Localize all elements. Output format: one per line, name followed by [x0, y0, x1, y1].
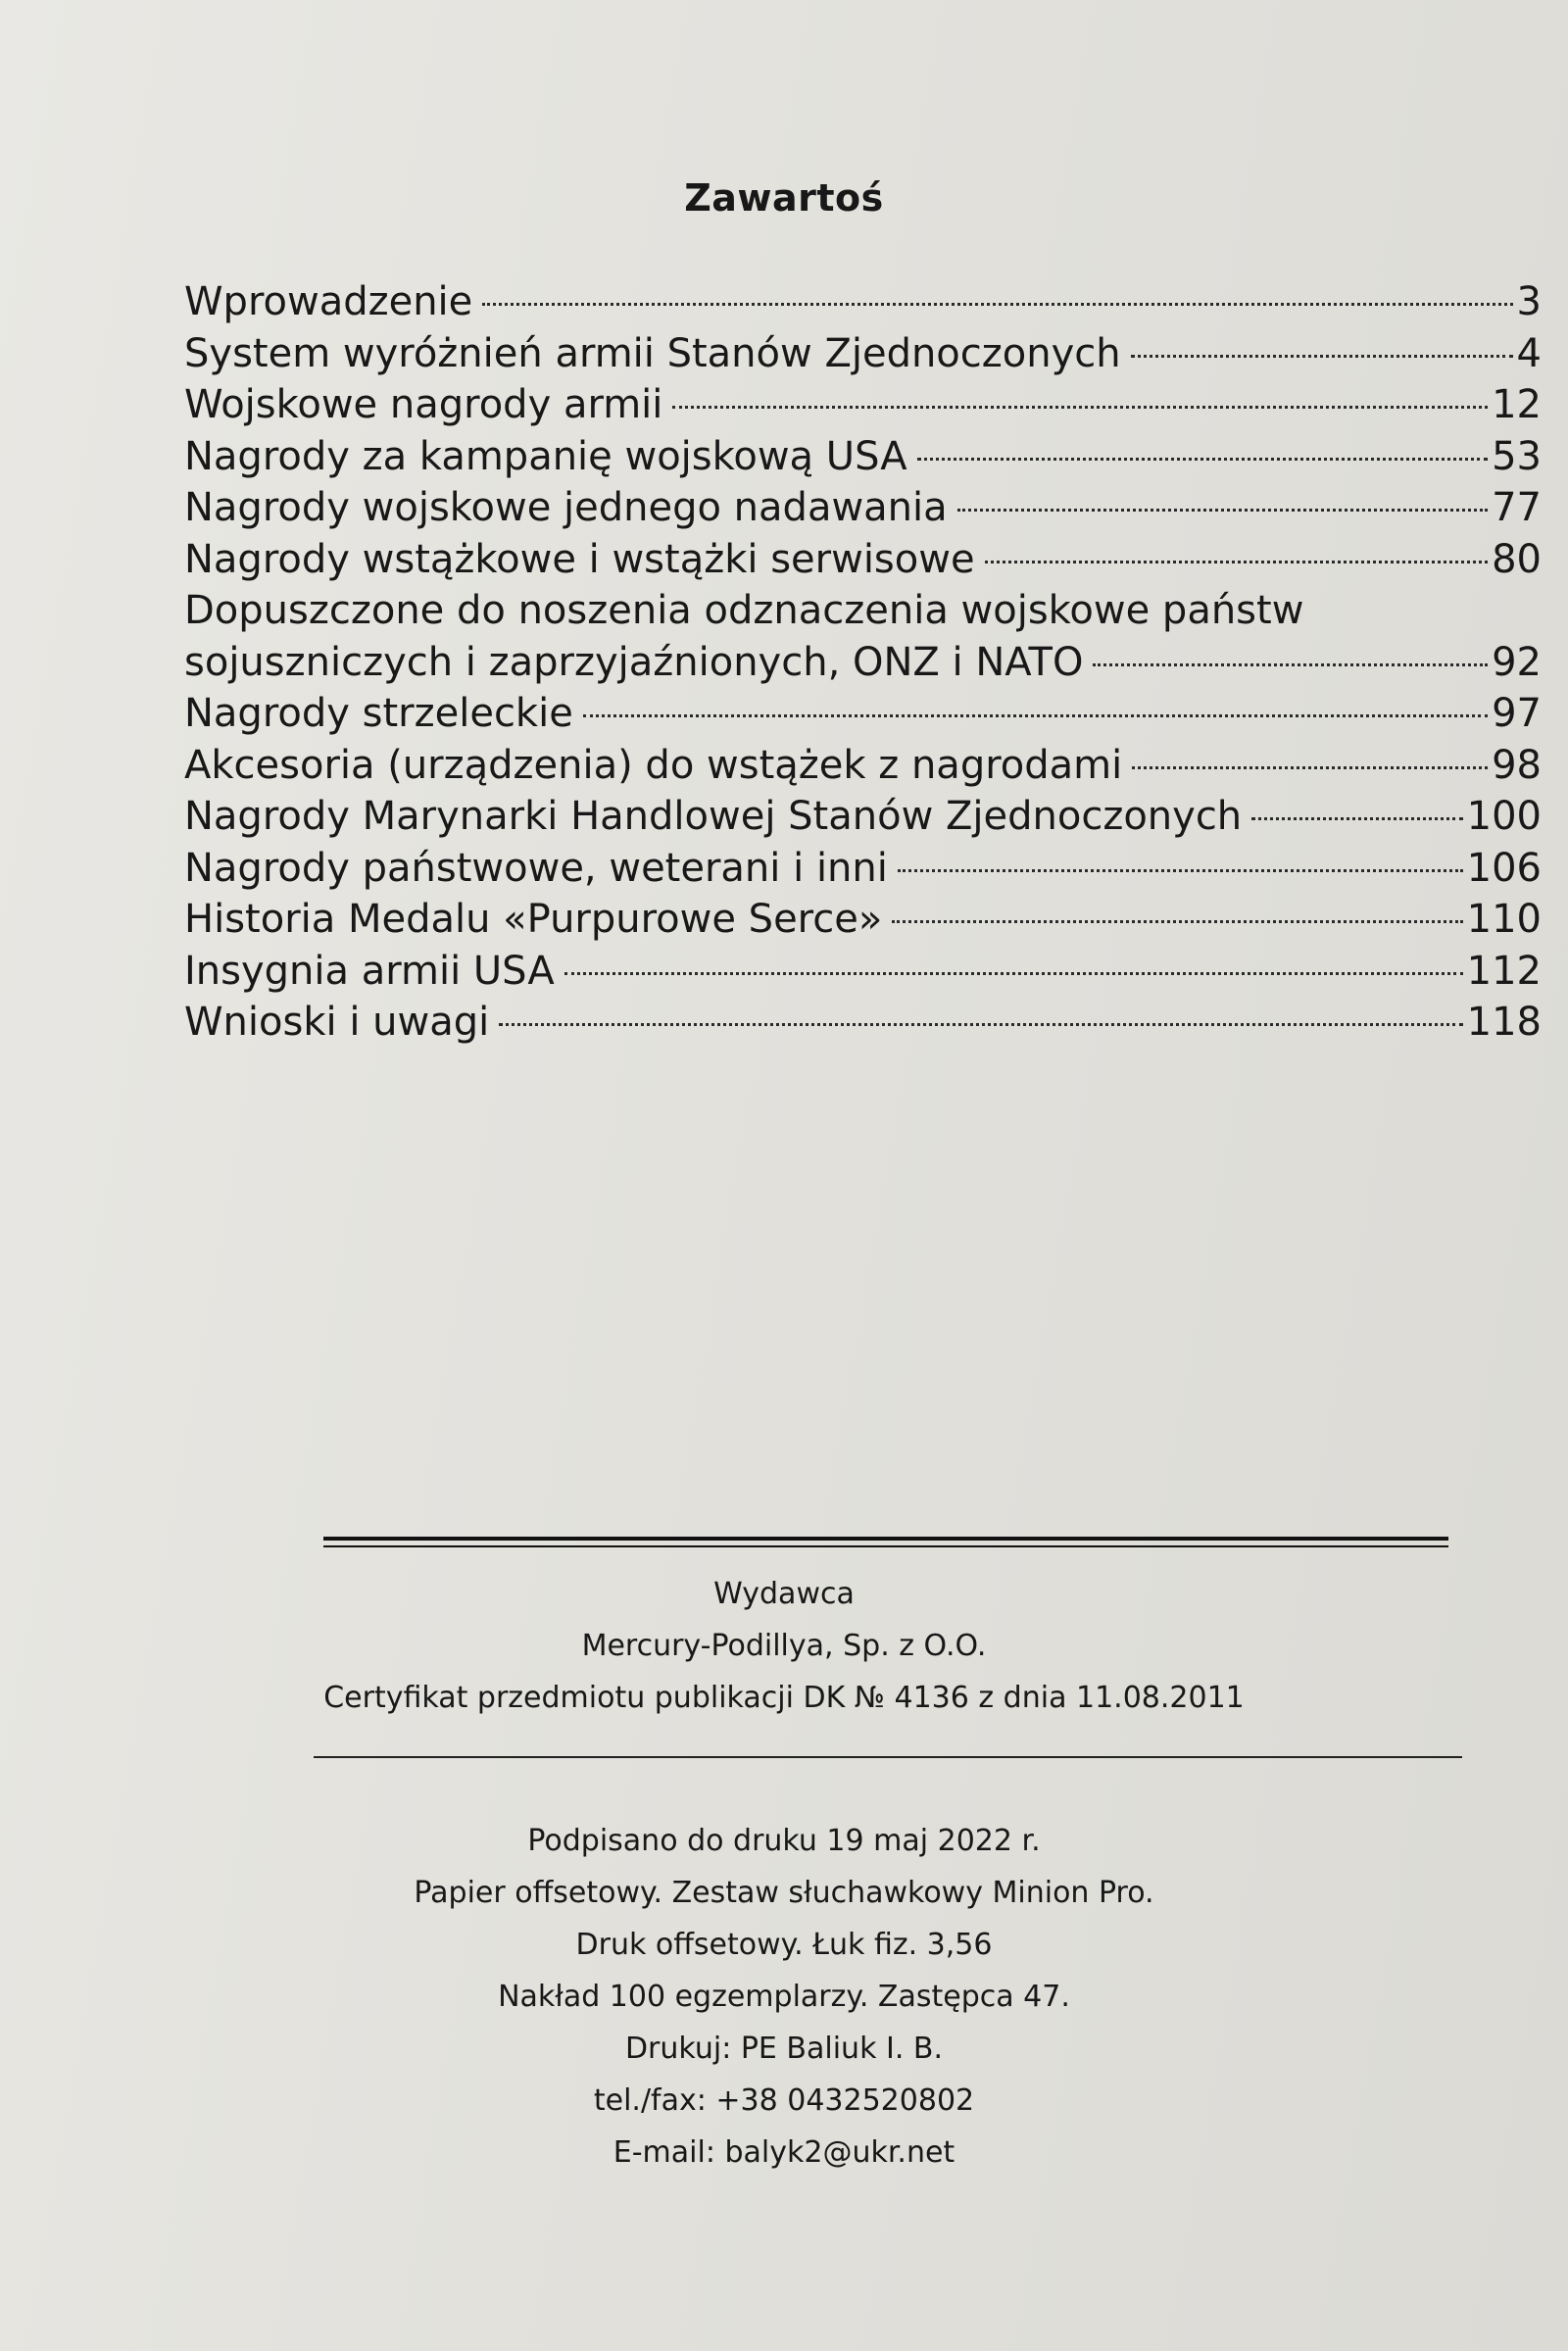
- toc-entry-title: Wprowadzenie: [184, 279, 473, 324]
- toc-entry: [184, 328, 1542, 380]
- toc-entry-title: System wyróżnień armii Stanów Zjednoczonych: [184, 330, 1121, 376]
- toc-entry-title: Insygnia armii USA: [184, 948, 555, 994]
- dot-leader: [482, 303, 1512, 306]
- toc-entry-title: Wojskowe nagrody armii: [184, 382, 663, 427]
- dot-leader: [985, 561, 1489, 563]
- dot-leader: [1131, 355, 1513, 358]
- dot-leader: [1132, 766, 1488, 769]
- toc-entry-page: 80: [1492, 536, 1542, 582]
- toc-entry-page: 118: [1466, 1000, 1542, 1045]
- dot-leader: [917, 458, 1489, 461]
- toc-entry-title: Nagrody wojskowe jednego nadawania: [184, 485, 948, 530]
- toc-entry-page: 112: [1466, 948, 1542, 994]
- dot-leader: [564, 972, 1463, 975]
- toc-entry: [184, 482, 1542, 534]
- toc-entry: [184, 791, 1542, 843]
- dot-leader: [898, 869, 1463, 872]
- publisher-name: Mercury-Podillya, Sp. z O.O.: [581, 1629, 987, 1663]
- toc-entry: [184, 276, 1542, 328]
- toc-entry-page: 4: [1516, 330, 1542, 376]
- toc-entry-title-line1: Dopuszczone do noszenia odznaczenia wojskowe państw: [184, 588, 1304, 633]
- toc-entry-title: Nagrody za kampanię wojskową USA: [184, 433, 907, 479]
- imprint-line: Podpisano do druku 19 maj 2022 r.: [527, 1824, 1041, 1858]
- dot-leader: [1251, 817, 1462, 820]
- dot-leader: [499, 1023, 1462, 1026]
- imprint-line: Druk offsetowy. Łuk fiz. 3,56: [575, 1928, 993, 1962]
- toc-entry-page: 97: [1492, 691, 1542, 736]
- toc-entry: [184, 997, 1542, 1049]
- imprint-line: E-mail: balyk2@ukr.net: [612, 2135, 956, 2170]
- toc-entry-page: 77: [1492, 485, 1542, 530]
- publisher-certificate: Certyfikat przedmiotu publikacji DK № 4136 z dnia 11.08.2011: [323, 1681, 1245, 1715]
- dot-leader: [672, 406, 1488, 409]
- toc-entry-page: 100: [1466, 794, 1542, 839]
- imprint-divider: [314, 1756, 1462, 1758]
- toc-entry: [184, 843, 1542, 895]
- publisher-label: Wydawca: [713, 1577, 855, 1611]
- toc-entry: [184, 688, 1542, 740]
- toc-entry-page: 53: [1492, 433, 1542, 479]
- toc-entry: [184, 534, 1542, 586]
- toc-entry-title: Nagrody strzeleckie: [184, 691, 573, 736]
- dot-leader: [583, 714, 1488, 717]
- toc-entry-title: Historia Medalu «Purpurowe Serce»: [184, 897, 883, 942]
- publisher-divider-double: [323, 1537, 1448, 1547]
- toc-entry-title: Akcesoria (urządzenia) do wstążek z nagrodami: [184, 742, 1123, 788]
- imprint-line: tel./fax: +38 0432520802: [593, 2083, 975, 2118]
- imprint-line: Nakład 100 egzemplarzy. Zastępca 47.: [498, 1980, 1070, 2014]
- toc-entry-title: Nagrody wstążkowe i wstążki serwisowe: [184, 536, 975, 582]
- divider-thin-line: [323, 1545, 1448, 1547]
- toc-entry-page: 3: [1516, 279, 1542, 324]
- dot-leader: [1093, 663, 1488, 666]
- toc-entry-page: 106: [1466, 845, 1542, 891]
- toc-entry-page: 92: [1492, 639, 1542, 685]
- toc-heading: Zawartoś: [684, 176, 884, 220]
- toc-entry: [184, 431, 1542, 483]
- imprint-line: Papier offsetowy. Zestaw słuchawkowy Minion Pro.: [414, 1876, 1154, 1910]
- imprint-line: Drukuj: PE Baliuk I. B.: [624, 2032, 944, 2066]
- toc-entry: [184, 740, 1542, 792]
- table-of-contents: [184, 276, 1542, 1049]
- toc-entry-title: Wnioski i uwagi: [184, 1000, 490, 1045]
- imprint-block: [0, 1815, 1568, 2179]
- toc-entry-title: Nagrody Marynarki Handlowej Stanów Zjednoczonych: [184, 794, 1243, 839]
- toc-entry-page: 110: [1466, 897, 1542, 942]
- toc-entry-page: 12: [1492, 382, 1542, 427]
- toc-entry: [184, 894, 1542, 946]
- dot-leader: [892, 920, 1462, 923]
- toc-entry-title: Nagrody państwowe, weterani i inni: [184, 845, 888, 891]
- toc-entry: [184, 379, 1542, 431]
- dot-leader: [957, 509, 1488, 512]
- toc-entry-page: 98: [1492, 742, 1542, 788]
- divider-thick-line: [323, 1537, 1448, 1541]
- toc-entry-title-line2: sojuszniczych i zaprzyjaźnionych, ONZ i NATO: [184, 639, 1084, 685]
- publisher-block: [0, 1568, 1568, 1724]
- toc-entry: [184, 946, 1542, 998]
- toc-entry: [184, 585, 1542, 688]
